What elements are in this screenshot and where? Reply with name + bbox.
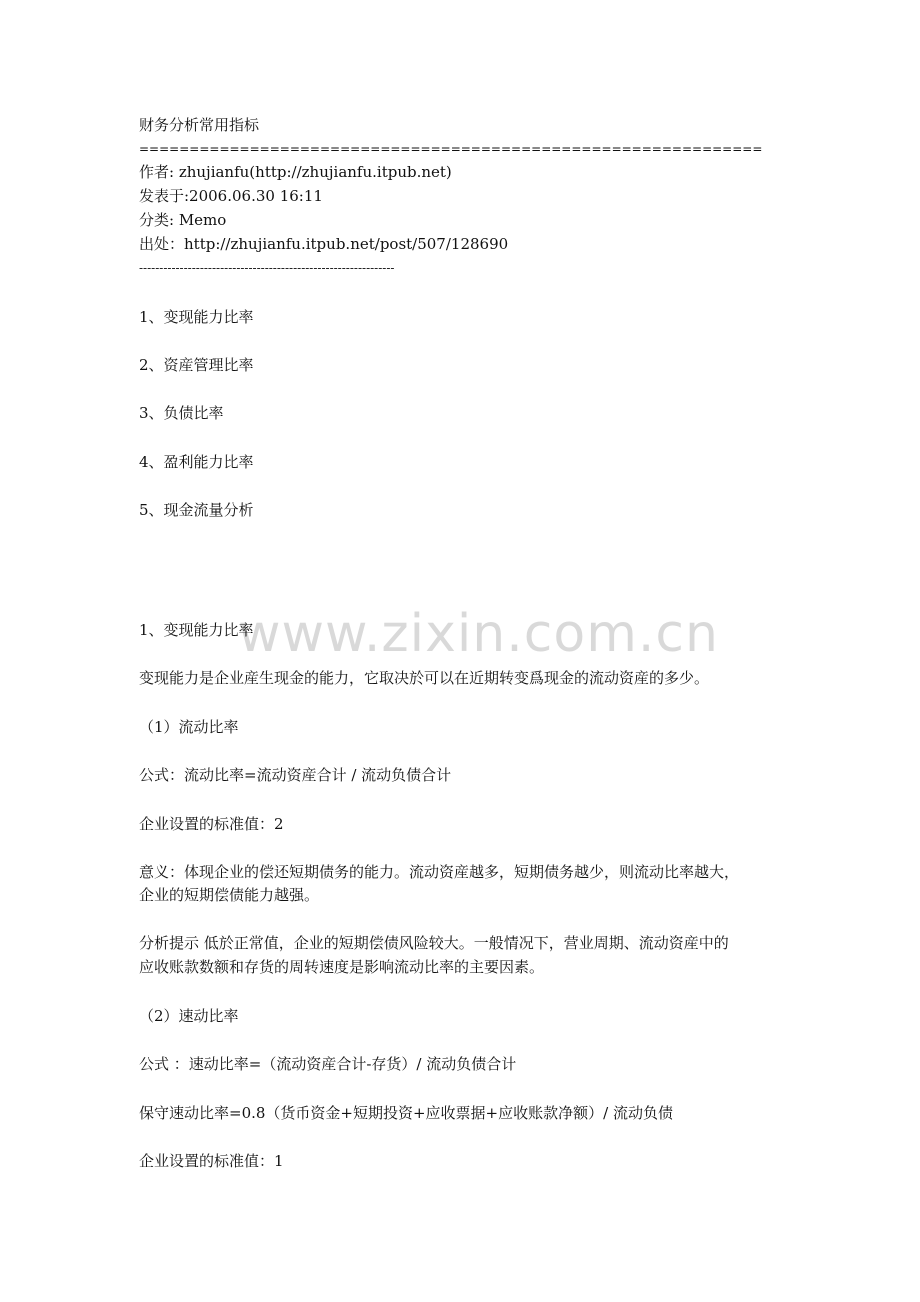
meaning-line: 意义：体现企业的偿还短期债务的能力。流动资産越多，短期债务越少，则流动比率越大，: [139, 863, 740, 881]
toc-item: 5、现金流量分析: [139, 501, 254, 519]
category-line: 分类: Memo: [139, 211, 227, 229]
published-line: 发表于:2006.06.30 16:11: [139, 187, 323, 205]
author-line: 作者: zhujianfu(http://zhujianfu.itpub.net): [139, 163, 452, 181]
meaning-line: 企业的短期偿债能力越强。: [139, 886, 320, 904]
subsection-heading: （2）速动比率: [139, 1007, 239, 1025]
analysis-line: 应收账款数额和存货的周转速度是影响流动比率的主要因素。: [139, 958, 545, 976]
toc-item: 3、负债比率: [139, 404, 224, 422]
section-heading: 1、变现能力比率: [139, 621, 254, 639]
separator-dashes: ---------------------------------------------------------------: [139, 261, 395, 275]
subsection-heading: （1）流动比率: [139, 718, 239, 736]
analysis-line: 分析提示 低於正常值，企业的短期偿债风险较大。一般情况下，营业周期、流动资産中的: [139, 934, 729, 952]
separator-equals: ==============================================================: [139, 142, 763, 156]
standard-value-line: 企业设置的标准值：1: [139, 1152, 284, 1170]
toc-item: 1、变现能力比率: [139, 308, 254, 326]
toc-item: 4、盈利能力比率: [139, 453, 254, 471]
watermark: www.zixin.com.cn: [238, 604, 719, 664]
formula-line: 公式 ：速动比率=（流动资産合计-存货）/ 流动负债合计: [139, 1055, 517, 1073]
formula-line: 公式：流动比率=流动资産合计 / 流动负债合计: [139, 766, 452, 784]
toc-item: 2、资産管理比率: [139, 356, 254, 374]
section-intro: 变现能力是企业産生现金的能力，它取决於可以在近期转变爲现金的流动资産的多少。: [139, 669, 710, 687]
doc-title: 财务分析常用指标: [139, 116, 260, 134]
source-line: 出处：http://zhujianfu.itpub.net/post/507/128690: [139, 235, 509, 253]
standard-value-line: 企业设置的标准值：2: [139, 815, 284, 833]
conservative-formula-line: 保守速动比率=0.8（货币资金+短期投资+应收票据+应收账款净额）/ 流动负债: [139, 1104, 673, 1122]
